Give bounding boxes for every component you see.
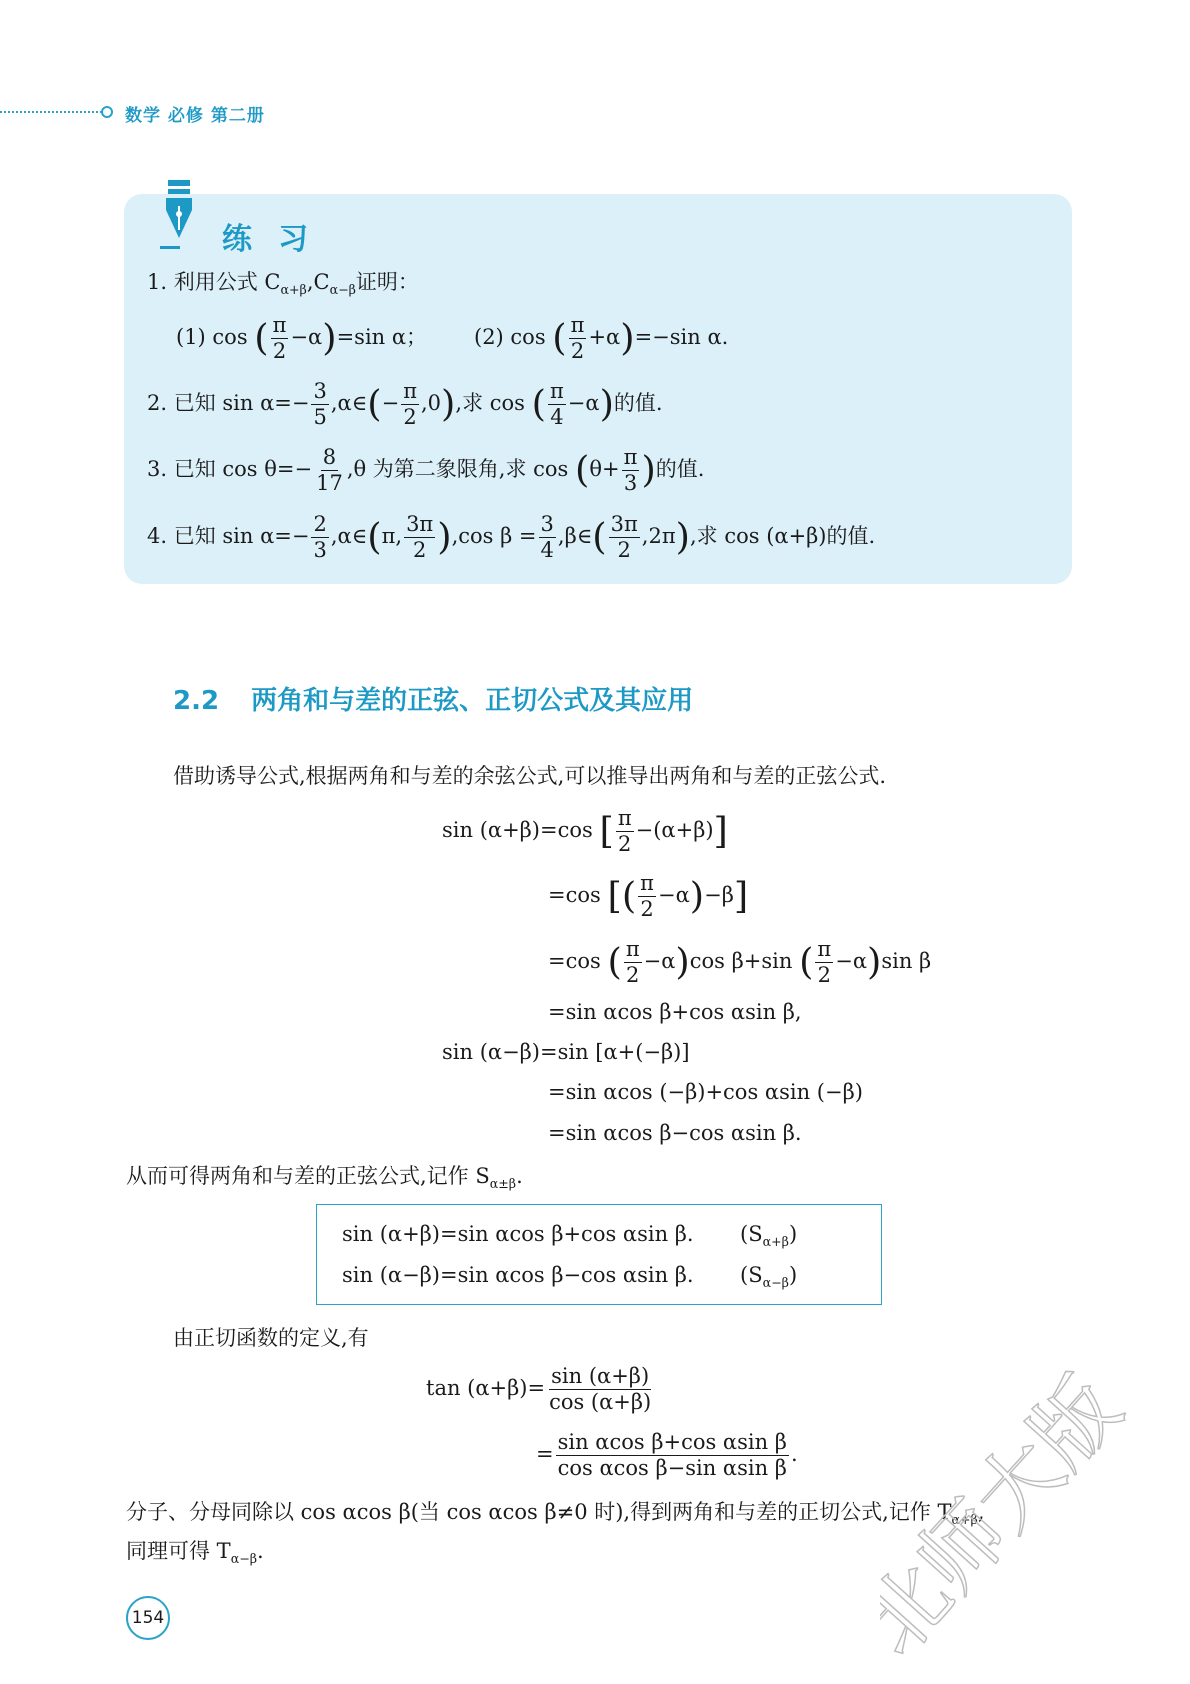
paragraph-intro: 借助诱导公式,根据两角和与差的余弦公式,可以推导出两角和与差的正弦公式. bbox=[173, 764, 887, 788]
derivation-line-3: =cos ( $\frac{\pi}{2}$ −α)cos β+sin ( $\frac{\pi}{2}$ −α)sin β bbox=[548, 937, 932, 987]
derivation-line-4: =sin αcos β+cos αsin β, bbox=[548, 1000, 802, 1024]
paragraph-sine-formula: 从而可得两角和与差的正弦公式,记作 $S_{\alpha\pm\beta}$. bbox=[126, 1164, 523, 1192]
exercise-q3: 3. 已知 cos θ=− $\frac{8}{17}$ ,θ 为第二象限角,求 cos (θ+ $\frac{\pi}{3}$ )的值. bbox=[147, 445, 705, 495]
formula-sin-sum: sin (α+β)=sin αcos β+cos αsin β. bbox=[342, 1222, 694, 1246]
exercise-q2: 2. 已知 sin α=− $\frac{3}{5}$ ,α∈(− $\frac{\pi}{2}$ ,0),求 cos ( $\frac{\pi}{4}$ −α)的值. bbox=[147, 379, 663, 429]
derivation-line-7: =sin αcos β−cos αsin β. bbox=[548, 1121, 802, 1145]
pen-nib-icon bbox=[160, 176, 200, 260]
page-number: 154 bbox=[126, 1596, 170, 1640]
derivation-line-6: =sin αcos (−β)+cos αsin (−β) bbox=[548, 1080, 863, 1104]
derivation-line-2: =cos [( $\frac{\pi}{2}$ −α)−β] bbox=[548, 871, 749, 921]
formula-sin-diff: sin (α−β)=sin αcos β−cos αsin β. bbox=[342, 1263, 694, 1287]
header-dot bbox=[101, 106, 113, 118]
section-title: 2.2 两角和与差的正弦、正切公式及其应用 bbox=[173, 686, 694, 716]
tan-line-1: tan (α+β)= $\frac{\sin (\alpha+\beta)}{\cos (\alpha+\beta)}$ bbox=[426, 1364, 652, 1414]
formula-tag-sum: $(S_{\alpha+\beta})$ bbox=[740, 1222, 798, 1250]
formula-tag-diff: $(S_{\alpha-\beta})$ bbox=[740, 1263, 798, 1291]
publisher-watermark bbox=[880, 1370, 1180, 1674]
paragraph-tan-definition: 由正切函数的定义,有 bbox=[173, 1326, 369, 1350]
derivation-line-5: sin (α−β)=sin [α+(−β)] bbox=[442, 1040, 690, 1064]
header-dotted-line bbox=[0, 111, 102, 113]
exercise-q4: 4. 已知 sin α=− $\frac{2}{3}$ ,α∈(π, $\frac{3\pi}{2}$ ),cos β = $\frac{3}{4}$ ,β∈( $\frac{3\pi}{2}$ ,2π),求 cos (α+β)的值. bbox=[147, 512, 876, 562]
exercise-q1-part1: (1) cos ( $\frac{\pi}{2}$ −α)=sin α； bbox=[176, 313, 428, 363]
paragraph-tan-formula: 分子、分母同除以 cos αcos β(当 cos αcos β≠0 时),得到两角和与差的正切公式,记作 $T_{\alpha+\beta}$, bbox=[126, 1500, 985, 1528]
tan-line-2: = $\frac{\text{sin αcos β+cos αsin β}}{\text{cos αcos β−sin αsin β}}$ . bbox=[536, 1430, 798, 1480]
exercise-q1: 1. 利用公式 $C_{\alpha+\beta},C_{\alpha-\beta}$证明： bbox=[147, 270, 419, 298]
derivation-line-1: sin (α+β)=cos [ $\frac{\pi}{2}$ −(α+β)] bbox=[442, 806, 728, 856]
watermark-text: 北师大版 bbox=[880, 1370, 1140, 1670]
book-title: 数学 必修 第二册 bbox=[125, 106, 265, 126]
exercise-q1-part2: (2) cos ( $\frac{\pi}{2}$ +α)=−sin α. bbox=[474, 313, 729, 363]
exercise-title: 练习 bbox=[222, 222, 334, 257]
paragraph-similarly: 同理可得 $T_{\alpha-\beta}$. bbox=[126, 1539, 264, 1567]
